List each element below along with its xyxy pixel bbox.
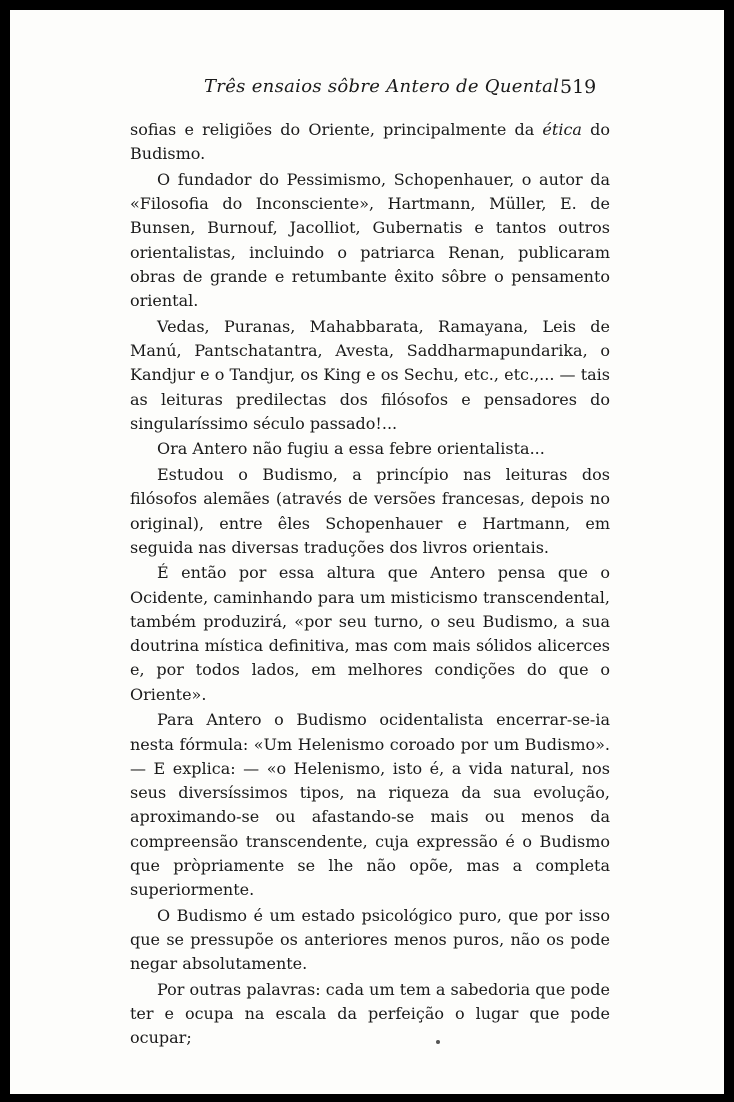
paragraph-2: O fundador do Pessimismo, Schopenhauer, o autor da «Filosofia do Inconsciente», Hartmann, Müller, E. de Bunsen, Burnouf, Jacolliot, Gubernatis e tantos outros orientalistas, incluindo o patriarca Renan, publicaram obras de grande e retumbante êxito sôbre o pensamento oriental. bbox=[130, 169, 610, 311]
paragraph-6: É então por essa altura que Antero pensa que o Ocidente, caminhando para um misticismo transcendental, também produzirá, «por seu turno, o seu Budismo, a sua doutrina mística definitiva, mas com mais sólidos alicerces e, por todos lados, em melhores condições do que o Oriente». bbox=[130, 563, 610, 704]
paragraph-5: Estudou o Budismo, a princípio nas leituras dos filósofos alemães (através de versões francesas, depois no original), entre êles Schopenhauer e Hartmann, em seguida nas diversas traduções dos livros orientais. bbox=[130, 464, 610, 557]
paragraph-1 bbox=[130, 118, 610, 167]
paragraph-1-before: sofias e religiões do Oriente, principalmente da bbox=[130, 120, 543, 139]
body-text bbox=[130, 118, 610, 1051]
paragraph-3: Vedas, Puranas, Mahabbarata, Ramayana, Leis de Manú, Pantschatantra, Avesta, Saddharmapundarika, o Kandjur e o Tandjur, os King e os Sechu, etc., etc.,... — tais as leituras predilectas dos filósofos e pensadores do singularíssimo século passado!... bbox=[130, 316, 610, 433]
paragraph-1-italic: ética bbox=[542, 120, 582, 139]
paragraph-9: Por outras palavras: cada um tem a sabedoria que pode ter e ocupa na escala da perfeição o lugar que pode ocupar; bbox=[130, 979, 610, 1048]
print-speck bbox=[436, 1040, 440, 1044]
paragraph-7: Para Antero o Budismo ocidentalista encerrar-se-ia nesta fórmula: «Um Helenismo coroado por um Budismo». — E explica: — «o Helenismo, isto é, a vida natural, nos seus diversíssimos tipos, na riqueza da sua evolução, aproximando-se ou afastando-se mais ou menos da compreensão transcendente, cuja expressão é o Budismo que pròpriamente se lhe não opõe, mas a completa superiormente. bbox=[130, 710, 610, 900]
paragraph-8: O Budismo é um estado psicológico puro, que por isso que se pressupõe os anteriores menos puros, não os pode negar absolutamente. bbox=[130, 905, 610, 974]
page-header bbox=[10, 76, 724, 104]
book-page bbox=[10, 10, 724, 1094]
page-number: 519 bbox=[560, 76, 597, 98]
running-title: Três ensaios sôbre Antero de Quental bbox=[204, 76, 560, 97]
paragraph-1-after: do Budismo. bbox=[130, 120, 610, 164]
paragraph-4: Ora Antero não fugiu a essa febre orientalista... bbox=[157, 439, 545, 459]
